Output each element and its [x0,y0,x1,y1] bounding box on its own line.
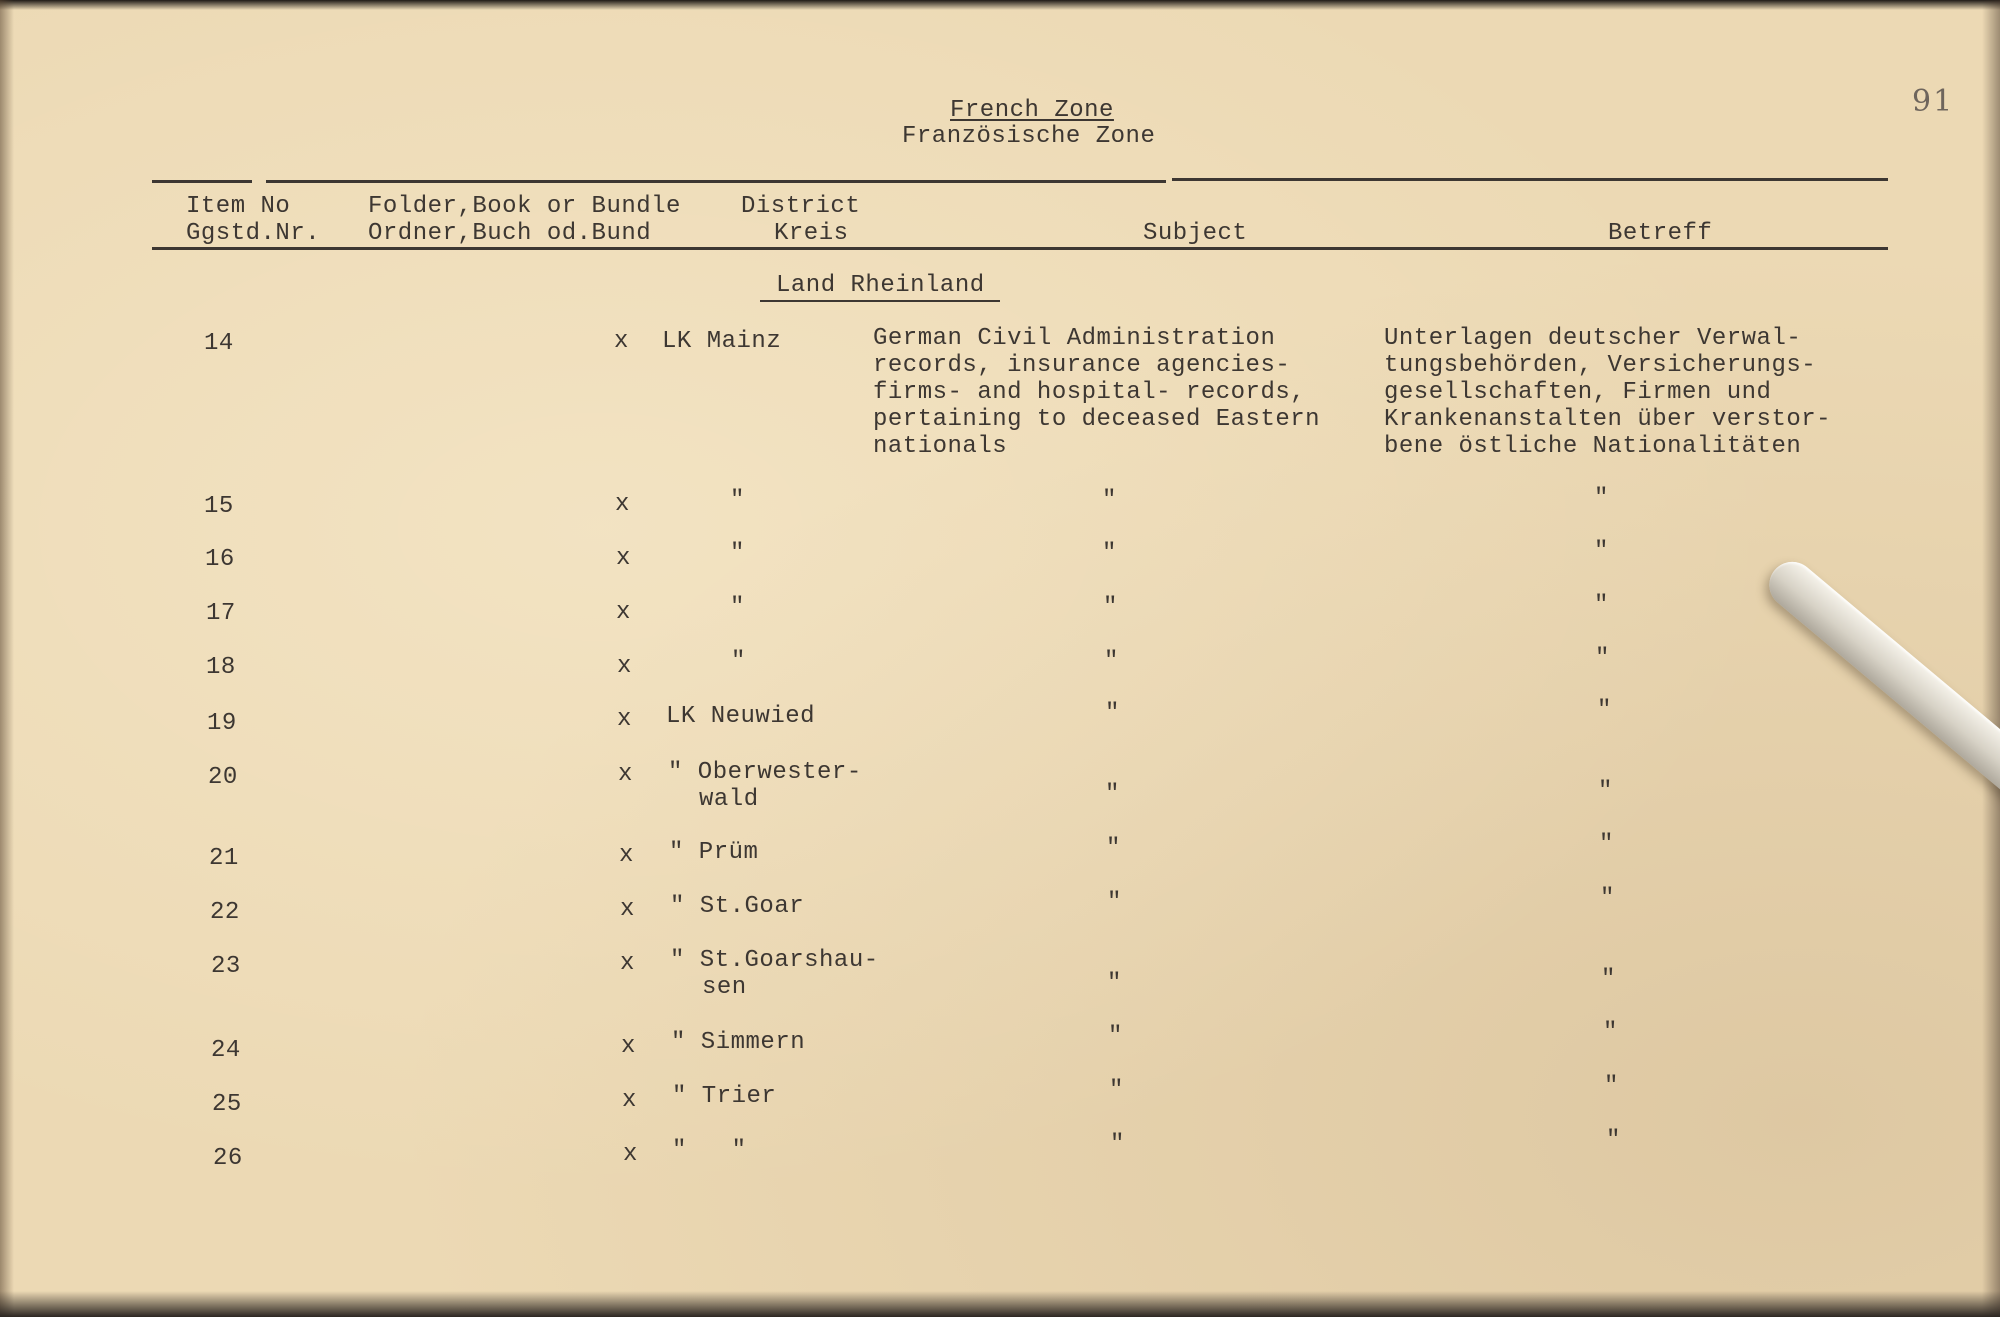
header-subject: Subject [1143,220,1248,247]
bundle-mark: x [619,842,634,869]
bundle-mark: x [616,599,631,626]
subject-ditto: " [1109,1077,1124,1104]
district-cell: " [730,540,745,567]
district-cell: LK Neuwied [666,703,816,730]
header-folder: Folder,Book or Bundle [368,193,681,220]
district-cell: " " [672,1137,747,1164]
item-number: 20 [208,764,238,791]
subject-line: records, insurance agencies- [873,352,1291,379]
district-cell: " [730,594,745,621]
item-number: 19 [207,710,237,737]
betreff-line: Unterlagen deutscher Verwal- [1384,325,1802,352]
betreff-line: gesellschaften, Firmen und [1384,379,1772,406]
section-title: Land Rheinland [776,272,985,299]
bundle-mark: x [618,761,633,788]
betreff-line: bene östliche Nationalitäten [1384,433,1802,460]
subject-ditto: " [1110,1131,1125,1158]
betreff-ditto: " [1603,1019,1618,1046]
betreff-ditto: " [1594,538,1609,565]
district-cell-continuation: wald [699,786,759,813]
item-number: 14 [204,330,234,357]
tweezer-tool [1760,553,2000,858]
zone-title-de: Französische Zone [902,123,1156,150]
subject-ditto: " [1108,1023,1123,1050]
bundle-mark: x [622,1087,637,1114]
district-cell: " Trier [672,1083,777,1110]
header-top-rule-2 [266,180,1166,183]
page-top-shadow [0,0,2000,10]
subject-ditto: " [1102,540,1117,567]
page-right-edge [1982,0,2000,1317]
bundle-mark: x [620,950,635,977]
bundle-mark: x [615,491,630,518]
district-cell: " Simmern [671,1029,806,1056]
section-title-underline [760,300,1000,302]
item-number: 21 [209,845,239,872]
bundle-mark: x [623,1141,638,1168]
subject-ditto: " [1103,594,1118,621]
item-number: 23 [211,953,241,980]
betreff-ditto: " [1599,831,1614,858]
item-number: 18 [206,654,236,681]
header-district: District [741,193,861,220]
district-cell: " St.Goarshau- [670,947,879,974]
betreff-ditto: " [1597,697,1612,724]
zone-title-en: French Zone [950,97,1114,124]
betreff-ditto: " [1594,592,1609,619]
district-cell: LK Mainz [662,328,782,355]
bundle-mark: x [614,328,629,355]
betreff-ditto: " [1594,485,1609,512]
subject-line: pertaining to deceased Eastern [873,406,1321,433]
subject-ditto: " [1107,889,1122,916]
subject-ditto: " [1107,970,1122,997]
subject-ditto: " [1105,781,1120,808]
bundle-mark: x [617,706,632,733]
district-cell: " Oberwester- [668,759,862,786]
header-item-no: Item No [186,193,291,220]
item-number: 22 [210,899,240,926]
betreff-ditto: " [1604,1073,1619,1100]
bundle-mark: x [617,653,632,680]
page-binding-shadow [0,0,14,1317]
page-bottom-edge [0,1291,2000,1317]
district-cell: " [730,487,745,514]
district-cell: " St.Goar [670,893,805,920]
subject-ditto: " [1105,700,1120,727]
subject-ditto: " [1104,648,1119,675]
subject-ditto: " [1102,487,1117,514]
subject-line: German Civil Administration [873,325,1276,352]
item-number: 15 [204,493,234,520]
header-bottom-rule [152,247,1888,250]
betreff-line: Krankenanstalten über verstor- [1384,406,1832,433]
header-betreff: Betreff [1608,220,1713,247]
page-number: 91 [1912,84,1955,119]
item-number: 16 [205,546,235,573]
betreff-ditto: " [1601,966,1616,993]
bundle-mark: x [616,545,631,572]
header-top-rule-3 [1172,178,1888,181]
district-cell-continuation: sen [702,974,747,1001]
header-ordner: Ordner,Buch od.Bund [368,220,652,247]
betreff-line: tungsbehörden, Versicherungs- [1384,352,1817,379]
header-top-rule-1 [152,180,252,183]
betreff-ditto: " [1598,778,1613,805]
betreff-ditto: " [1600,885,1615,912]
subject-line: nationals [873,433,1008,460]
item-number: 26 [213,1145,243,1172]
item-number: 17 [206,600,236,627]
subject-ditto: " [1106,835,1121,862]
subject-line: firms- and hospital- records, [873,379,1306,406]
betreff-ditto: " [1606,1127,1621,1154]
betreff-ditto: " [1595,645,1610,672]
bundle-mark: x [620,896,635,923]
district-cell: " Prüm [669,839,759,866]
item-number: 24 [211,1037,241,1064]
header-ggstd-nr: Ggstd.Nr. [186,220,321,247]
item-number: 25 [212,1091,242,1118]
district-cell: " [731,648,746,675]
bundle-mark: x [621,1033,636,1060]
header-kreis: Kreis [774,220,849,247]
